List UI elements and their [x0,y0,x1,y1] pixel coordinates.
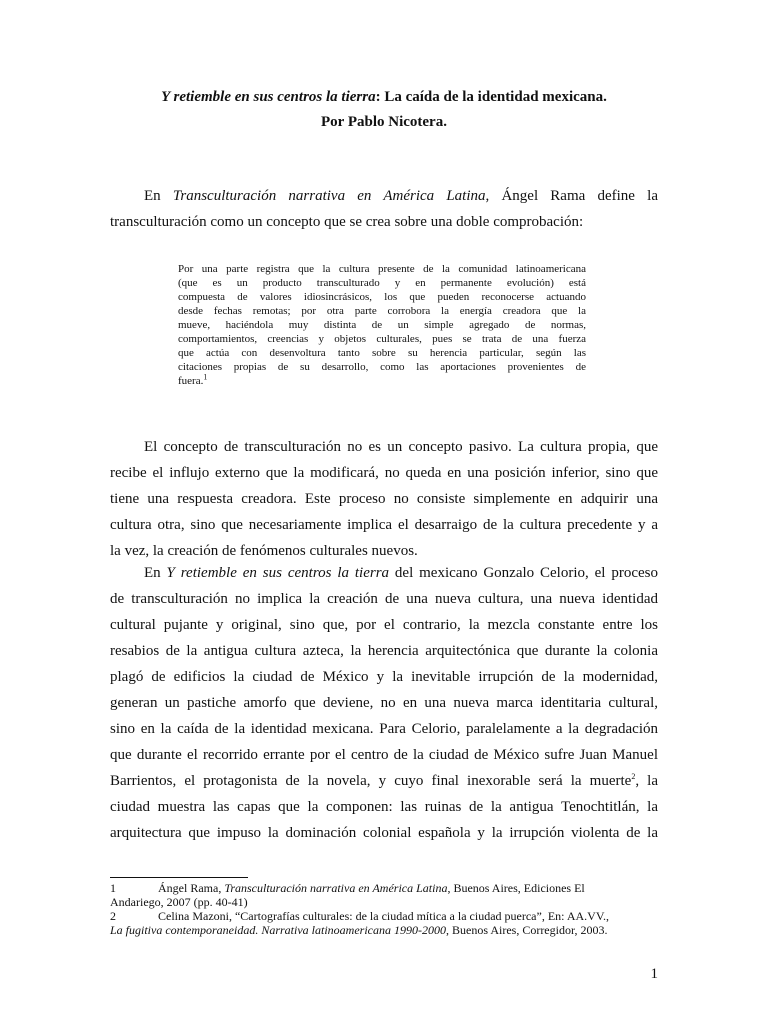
para-line: cultura otra, sino que necesariamente implica el desarraigo de la cultura precedente y a [110,517,658,533]
footnote-book-title: La fugitiva contemporaneidad. Narrativa latinoamericana 1990-2000 [110,923,446,937]
intro-text: En [144,188,173,204]
para-line: ciudad muestra las capas que la componen: las ruinas de la antigua Tenochtitlán, la [110,799,658,815]
title-novel-name: Y retiemble en sus centros la tierra [161,89,376,105]
intro-line-2: transculturación como un concepto que se crea sobre una doble comprobación: [110,214,584,230]
para-line: la vez, la creación de fenómenos culturales nuevos. [110,543,418,559]
intro-book-title: Transculturación narrativa en América Latina [172,188,486,204]
para-novel-title: Y retiemble en sus centros la tierra [166,565,390,581]
document-title [110,87,658,107]
footnote-ref-2[interactable]: 2 [631,772,636,781]
body-paragraph-3 [110,560,658,846]
title-subtitle: : La caída de la identidad mexicana. [375,89,607,105]
footnote-2-cont [110,923,658,937]
intro-text: , Ángel Rama define la [485,188,658,204]
quote-line: desde fechas remotas; por otra parte corrobora la energía creadora que la [178,305,586,317]
para-line: resabios de la antigua cultura azteca, la herencia arquitectónica que durante la colonia [110,643,658,659]
quote-line: Por una parte registra que la cultura presente de la comunidad latinoamericana [178,263,586,275]
footnote-1-cont: Andariego, 2007 (pp. 40-41) [110,895,248,909]
footnote-book-title: Transculturación narrativa en América Latina [224,881,448,895]
footnote-1 [110,881,658,895]
intro-paragraph [110,183,658,235]
para-line: que durante el recorrido errante por el centro de la ciudad de México sufre Juan Manuel [110,747,658,763]
quote-line: (que es un producto transculturado y en permanente evolución) está [178,277,586,289]
para-line: plagó de edificios la ciudad de México y la inevitable irrupción de la modernidad, [110,669,658,685]
para-line: arquitectura que impuso la dominación colonial española y la irrupción violenta de la [110,825,658,841]
footnote-text: Celina Mazoni, “Cartografías culturales: de la ciudad mítica a la ciudad puerca”, En: AA.VV., [158,909,609,923]
para-line [110,768,658,794]
quote-text: fuera. [178,375,204,387]
para-line: El concepto de transculturación no es un concepto pasivo. La cultura propia, que [144,439,658,455]
quote-line [178,374,586,388]
para-line: cultural pujante y original, sino que, por el contrario, la mezcla constante entre los [110,617,658,633]
para-line: generan un pastiche amorfo que deviene, no en una nueva marca identitaria cultural, [110,695,658,711]
intro-line-1 [110,183,658,209]
para-text: del mexicano Gonzalo Celorio, el proceso [389,565,658,581]
para-text: Barrientos, el protagonista de la novela, y cuyo final inexorable será la muerte [110,773,632,789]
para-line: de transculturación no implica la creación de una nueva cultura, una nueva identidad [110,591,658,607]
quote-line: mueve, haciéndola muy distinta de un simple agregado de normas, [178,319,586,331]
quote-line: citaciones propias de su desarrollo, como las aportaciones provenientes de [178,361,586,373]
footnote-text: , Buenos Aires, Ediciones El [447,881,585,895]
body-paragraph-2 [110,434,658,564]
quote-line: compuesta de valores idiosincrásicos, los que pueden reconocerse actuando [178,291,586,303]
author-byline: Por Pablo Nicotera. [321,114,447,130]
block-quote [178,262,586,388]
para-line: sino en la caída de la identidad mexicana. Para Celorio, paralelamente a la degradación [110,721,658,737]
para-text: En [144,565,167,581]
para-text: , la [635,773,658,789]
para-line: tiene una respuesta creadora. Este proceso no consiste simplemente en adquirir una [110,491,658,507]
page-number: 1 [650,966,658,982]
footnote-number: 1 [110,881,116,895]
footnote-2 [110,909,658,923]
footnote-separator [110,877,248,878]
quote-line: comportamientos, creencias y objetos culturales, pues se trata de una fuerza [178,333,586,345]
para-line [110,560,658,586]
quote-line: que actúa con desenvoltura tanto sobre su herencia particular, según las [178,347,586,359]
para-line: recibe el influjo externo que la modificará, no queda en una posición inferior, sino que [110,465,658,481]
footnote-ref-1[interactable]: 1 [203,372,208,382]
footnote-number: 2 [110,909,116,923]
footnotes [110,881,658,937]
footnote-text: Ángel Rama, [158,881,225,895]
footnote-text: , Buenos Aires, Corregidor, 2003. [445,923,608,937]
